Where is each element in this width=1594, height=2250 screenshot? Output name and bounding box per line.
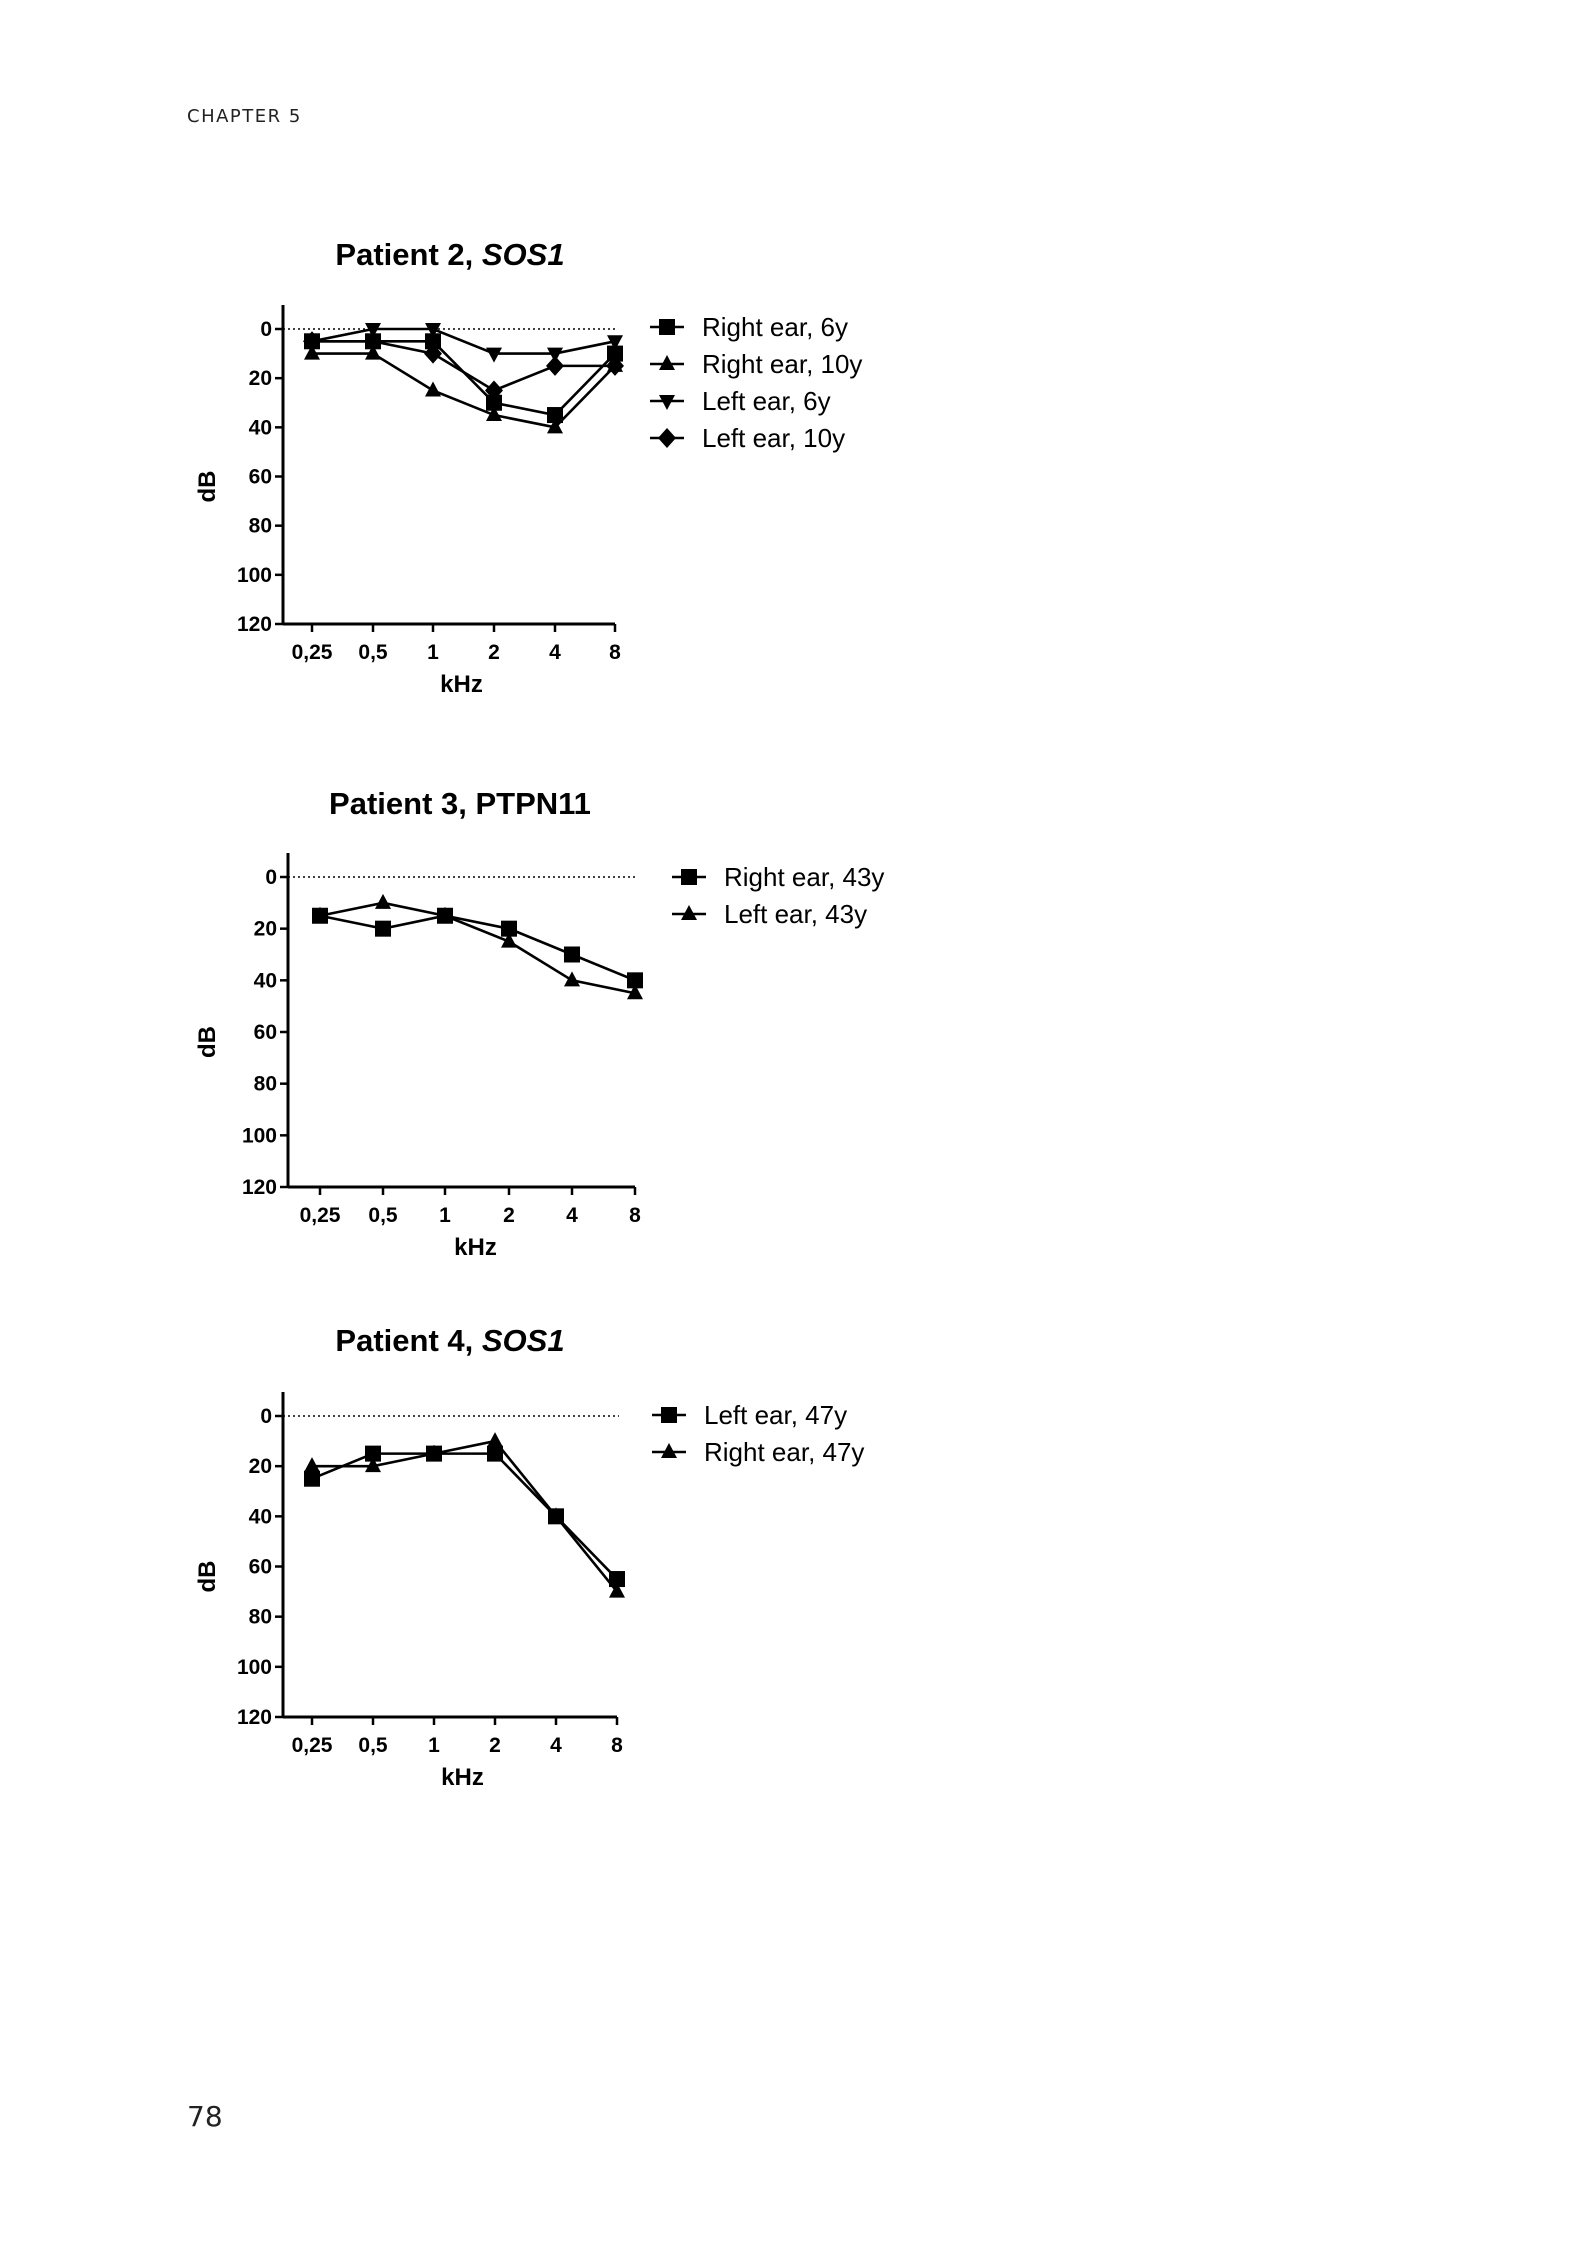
x-tick-label: 1 <box>439 1204 451 1227</box>
running-header: CHAPTER 5 <box>187 106 302 127</box>
y-tick-label: 120 <box>236 1706 272 1729</box>
series-2 <box>304 1432 625 1598</box>
series-2 <box>304 345 623 434</box>
y-tick-label: 60 <box>253 1021 277 1044</box>
legend-entry <box>672 862 884 892</box>
chart-title <box>335 1323 564 1358</box>
series-line <box>320 916 635 981</box>
square-marker <box>661 1407 677 1423</box>
triangle-down-marker <box>486 348 502 363</box>
triangle-down-marker <box>659 395 675 410</box>
x-axis-label: kHz <box>454 1234 497 1261</box>
series-2 <box>312 894 643 999</box>
chart-title-gene: SOS1 <box>481 237 565 272</box>
y-tick-label: 20 <box>248 367 272 391</box>
y-tick-label: 20 <box>248 1455 272 1479</box>
y-tick-label: 120 <box>241 1176 277 1199</box>
triangle-up-marker <box>681 905 697 920</box>
y-tick-label: 40 <box>253 969 277 993</box>
legend-label: Right ear, 47y <box>704 1437 865 1467</box>
x-tick-label: 0,25 <box>291 641 333 664</box>
chart-title <box>329 786 591 821</box>
legend-entry <box>650 423 845 453</box>
legend-entry <box>650 386 831 416</box>
legend-entry <box>652 1437 864 1467</box>
x-tick-label: 4 <box>550 1734 562 1757</box>
x-tick-label: 8 <box>611 1734 623 1757</box>
x-tick-label: 2 <box>488 641 500 664</box>
audiogram-patient-2 <box>0 200 1594 760</box>
x-axis-label: kHz <box>441 1764 484 1791</box>
x-tick-label: 8 <box>629 1204 641 1227</box>
legend-label: Left ear, 47y <box>704 1400 848 1430</box>
diamond-marker <box>658 428 676 448</box>
diamond-marker <box>546 356 564 376</box>
y-tick-label: 80 <box>248 1605 272 1629</box>
chart-title-text: Patient 3, PTPN11 <box>329 786 591 821</box>
y-tick-label: 60 <box>248 465 272 489</box>
chart-title <box>335 237 564 272</box>
series-1 <box>304 333 623 423</box>
square-marker <box>564 947 580 963</box>
triangle-up-marker <box>661 1443 677 1458</box>
square-marker <box>375 921 391 937</box>
legend-entry <box>650 349 862 379</box>
x-tick-label: 0,25 <box>299 1204 341 1227</box>
audiogram-chart-svg <box>0 1290 1594 1850</box>
chart-title-text: Patient 2, <box>335 237 482 272</box>
x-tick-label: 0,5 <box>358 1734 388 1757</box>
y-tick-label: 20 <box>253 917 277 941</box>
x-tick-label: 4 <box>566 1204 578 1227</box>
legend-label: Right ear, 10y <box>702 349 863 379</box>
y-tick-label: 0 <box>260 1405 272 1428</box>
y-axis-label: dB <box>194 1560 221 1593</box>
audiogram-patient-4 <box>0 1290 1594 1850</box>
x-tick-label: 0,5 <box>368 1204 398 1227</box>
y-tick-label: 0 <box>260 318 272 341</box>
y-tick-label: 120 <box>236 613 272 636</box>
x-tick-label: 1 <box>427 641 439 664</box>
series-line <box>320 903 635 993</box>
square-marker <box>659 319 675 335</box>
triangle-up-marker <box>375 894 391 909</box>
y-tick-label: 0 <box>265 866 277 889</box>
x-axis-label: kHz <box>440 671 483 698</box>
x-tick-label: 4 <box>549 641 561 664</box>
audiogram-chart-svg <box>0 750 1594 1310</box>
y-tick-label: 40 <box>248 1505 272 1529</box>
y-tick-label: 100 <box>241 1124 277 1148</box>
square-marker <box>304 1471 320 1487</box>
legend-label: Left ear, 6y <box>702 386 831 416</box>
legend-label: Right ear, 43y <box>724 862 885 892</box>
x-tick-label: 2 <box>503 1204 515 1227</box>
audiogram-patient-3 <box>0 750 1594 1310</box>
x-tick-label: 0,25 <box>291 1734 333 1757</box>
audiogram-chart-svg <box>0 200 1594 760</box>
legend-entry <box>652 1400 847 1430</box>
triangle-up-marker <box>304 1457 320 1472</box>
square-marker <box>681 869 697 885</box>
legend-label: Left ear, 43y <box>724 899 868 929</box>
series-line <box>312 1441 617 1592</box>
legend-label: Left ear, 10y <box>702 423 846 453</box>
series-1 <box>312 908 643 989</box>
chart-title-gene: SOS1 <box>481 1323 565 1358</box>
y-tick-label: 100 <box>236 1655 272 1679</box>
x-tick-label: 8 <box>609 641 621 664</box>
y-tick-label: 80 <box>248 514 272 538</box>
legend-entry <box>672 899 867 929</box>
y-tick-label: 40 <box>248 416 272 440</box>
triangle-up-marker <box>487 1432 503 1447</box>
series-line <box>312 1454 617 1579</box>
triangle-up-marker <box>659 355 675 370</box>
legend-entry <box>650 312 848 342</box>
series-line <box>312 341 615 390</box>
y-tick-label: 80 <box>253 1072 277 1096</box>
y-tick-label: 60 <box>248 1555 272 1579</box>
chart-title-text: Patient 4, <box>335 1323 482 1358</box>
triangle-up-marker <box>425 381 441 396</box>
legend-label: Right ear, 6y <box>702 312 848 342</box>
y-tick-label: 100 <box>236 563 272 587</box>
x-tick-label: 0,5 <box>358 641 388 664</box>
x-tick-label: 1 <box>428 1734 440 1757</box>
page-number: 78 <box>187 2100 223 2133</box>
triangle-up-marker <box>564 971 580 986</box>
y-axis-label: dB <box>194 1026 221 1058</box>
x-tick-label: 2 <box>489 1734 501 1757</box>
y-axis-label: dB <box>194 470 221 503</box>
